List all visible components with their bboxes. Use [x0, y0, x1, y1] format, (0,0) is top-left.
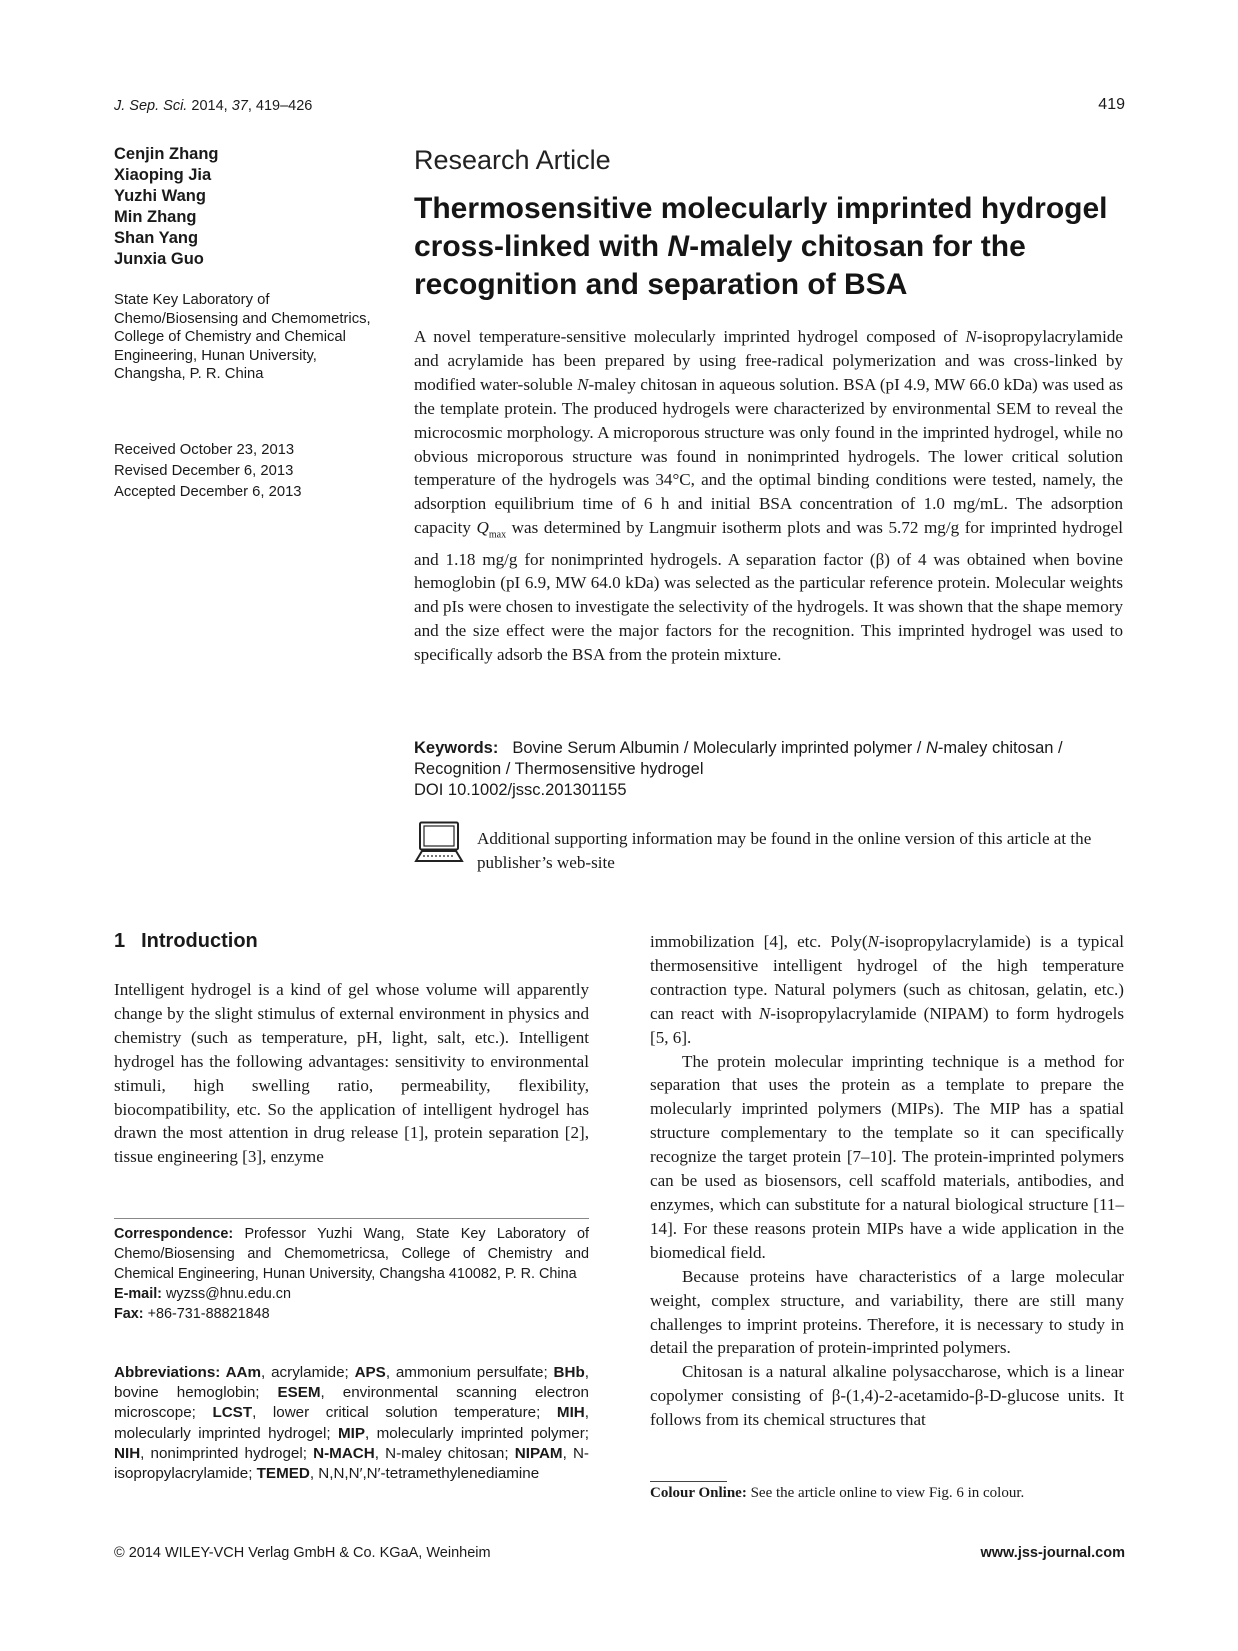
abbreviation-definition: , bovine hemoglobin; [114, 1364, 589, 1402]
intro-right-column [650, 930, 1124, 1432]
computer-icon [414, 821, 464, 865]
copyright: © 2014 WILEY-VCH Verlag GmbH & Co. KGaA, Weinheim [114, 1545, 491, 1561]
abbreviation-term: APS [354, 1364, 386, 1381]
section-heading: 1 Introduction [114, 930, 258, 952]
email-link[interactable]: wyzss@hnu.edu.cn [161, 1285, 291, 1302]
author-name: Yuzhi Wang [114, 187, 206, 205]
accepted-date: Accepted December 6, 2013 [114, 484, 302, 500]
abbreviation-definition: , molecularly imprinted hydrogel; [114, 1404, 589, 1442]
abbreviations-block [114, 1363, 589, 1484]
abbreviation-term: MIP [338, 1424, 366, 1442]
author-name: Shan Yang [114, 229, 199, 247]
journal-abbrev: J. Sep. Sci. [114, 98, 188, 114]
abbreviation-definition: , N,N,N′,N′-tetramethylenediamine [309, 1465, 540, 1483]
abbreviation-definition: , acrylamide; [261, 1364, 355, 1381]
intro-paragraph: Because proteins have characteristics of a large molecular weight, complex structure, and variability, there are still many challenges to imprint proteins. Therefore, it is necessary to study in detail the preparation of protein-imprinted polymers. [650, 1266, 1124, 1358]
footnote-divider [114, 1218, 589, 1219]
abbreviation-term: NIH [114, 1444, 141, 1462]
author-list [114, 144, 219, 270]
abstract: A novel temperature-sensitive molecularly imprinted hydrogel composed of N-isopropylacrylamide and acrylamide has been prepared by using free-radical polymerization and was cross-linked by modified water-soluble N-maley chitosan in aqueous solution. BSA (pI 4.9, MW 66.0 kDa) was used as the template protein. The produced hydrogels were characterized by environmental SEM to reveal the microcosmic morphology. A microporous structure was only found in the imprinted hydrogel, while no obvious microporous structure was found in nonimprinted hydrogels. The lower critical solution temperature of the hydrogels was 34°C, and the optimal binding conditions were tested, namely, the adsorption equilibrium time of 6 h and initial BSA concentration of 1.0 mg/mL. The adsorption capacity $Q_{max}$ was determined by Langmuir isotherm plots and was 5.72 mg/g for imprinted hydrogel and 1.18 mg/g for nonimprinted hydrogels. A separation factor (β) of 4 was obtained when bovine hemoglobin (pI 6.9, MW 64.0 kDa) was selected as the particular reference protein. Molecular weights and pIs were chosen to investigate the selectivity of the hydrogels. It was shown that the shape memory and the size effect were the major factors for the recognition. This imprinted hydrogel was used to specifically adsorb the BSA from the protein mixture. [414, 327, 1123, 665]
author-name: Cenjin Zhang [114, 145, 219, 163]
abbreviation-term: MIH [556, 1404, 585, 1422]
received-date: Received October 23, 2013 [114, 442, 295, 458]
colour-online-note: Colour Online: See the article online to view Fig. 6 in colour. [650, 1485, 1025, 1501]
abbreviation-definition: , N-maley chitosan; [374, 1444, 515, 1462]
page-number: 419 [1098, 96, 1125, 113]
intro-paragraph: Chitosan is a natural alkaline polysaccharose, which is a linear copolymer consisting of β-(1,4)-2-acetamido-β-D-glucose units. It follows from its chemical structures that [650, 1362, 1124, 1430]
abbreviation-definition: , lower critical solution temperature; [252, 1404, 557, 1422]
footnote-divider [650, 1481, 727, 1482]
keywords-label: Keywords: [414, 739, 499, 757]
abbreviation-term: NIPAM [514, 1444, 563, 1462]
article-type: Research Article [414, 145, 611, 175]
supporting-info-note: Additional supporting information may be found in the online version of this article at the publisher’s web-site [477, 829, 1092, 872]
journal-website-link[interactable]: www.jss-journal.com [980, 1545, 1125, 1561]
correspondence-block: Correspondence: Professor Yuzhi Wang, State Key Laboratory of Chemo/Biosensing and Chemometricsa, College of Chemistry and Chemical Engineering, Hunan University, Changsha 410082, P. R. China E-mail: wyzss@hnu.edu.cn Fax: +86-731-88821848 [114, 1226, 589, 1322]
article-dates [114, 440, 302, 503]
article-title: Thermosensitive molecularly imprinted hydrogel cross-linked with N-malely chitosan for the recognition and separation of BSA [414, 192, 1108, 301]
abbreviation-term: N-MACH [313, 1444, 375, 1462]
revised-date: Revised December 6, 2013 [114, 463, 294, 479]
abbreviation-definition: , environmental scanning electron microscope; [114, 1384, 589, 1422]
abbreviation-definition: , ammonium persulfate; [385, 1364, 554, 1381]
abbreviation-definition: , N-isopropylacrylamide; [114, 1444, 589, 1483]
abbreviation-term: ESEM [277, 1384, 321, 1402]
journal-volume: 37 [231, 98, 248, 114]
keywords: Keywords: Bovine Serum Albumin / Molecularly imprinted polymer / N-maley chitosan / Recognition / Thermosensitive hydrogel [414, 739, 1063, 778]
abbreviation-definition: , nonimprinted hydrogel; [140, 1444, 314, 1462]
author-name: Xiaoping Jia [114, 166, 212, 184]
abbreviation-term: AAm [225, 1364, 262, 1381]
abbreviation-term: TEMED [256, 1465, 310, 1483]
intro-paragraph: immobilization [4], etc. Poly(N-isopropylacrylamide) is a typical thermosensitive intelligent hydrogel of the high temperature contraction type. Natural polymers (such as chitosan, gelatin, etc.) can react with N-isopropylacrylamide (NIPAM) to form hydrogels [5, 6]. [650, 932, 1124, 1047]
author-name: Min Zhang [114, 208, 197, 226]
doi[interactable]: DOI 10.1002/jssc.201301155 [414, 781, 627, 799]
journal-pages: , 419–426 [247, 98, 313, 114]
abbreviation-term: LCST [212, 1404, 253, 1422]
journal-year: 2014, [191, 98, 228, 114]
abbreviation-term: BHb [553, 1364, 585, 1381]
affiliation: State Key Laboratory of Chemo/Biosensing and Chemometrics, College of Chemistry and Chemical Engineering, Hunan University, Changsha, P. R. China [114, 292, 371, 383]
abbreviations-label: Abbreviations: [114, 1364, 226, 1381]
intro-paragraph: The protein molecular imprinting technique is a method for separation that uses the protein as a template to prepare the molecularly imprinted polymers (MIPs). The MIP has a spatial structure complementary to the template so it can specifically recognize the target protein [7–10]. The protein-imprinted polymers can be used as biosensors, cell scaffold materials, antibodies, and enzymes, which can substitute for a natural biological structure [11–14]. For these reasons protein MIPs have a wide application in the biomedical field. [650, 1051, 1124, 1262]
running-head [114, 98, 312, 114]
intro-paragraph: Intelligent hydrogel is a kind of gel whose volume will apparently change by the slight stimulus of external environment in physics and chemistry (such as temperature, pH, light, salt, etc.). Intelligent hydrogel has the following advantages: sensitivity to environmental stimuli, high swelling ratio, permeability, flexibility, biocompatibility, etc. So the application of intelligent hydrogel has drawn the most attention in drug release [1], protein separation [2], tissue engineering [3], enzyme [114, 980, 589, 1167]
abbreviation-definition: , molecularly imprinted polymer; [365, 1424, 589, 1442]
author-name: Junxia Guo [114, 250, 204, 268]
